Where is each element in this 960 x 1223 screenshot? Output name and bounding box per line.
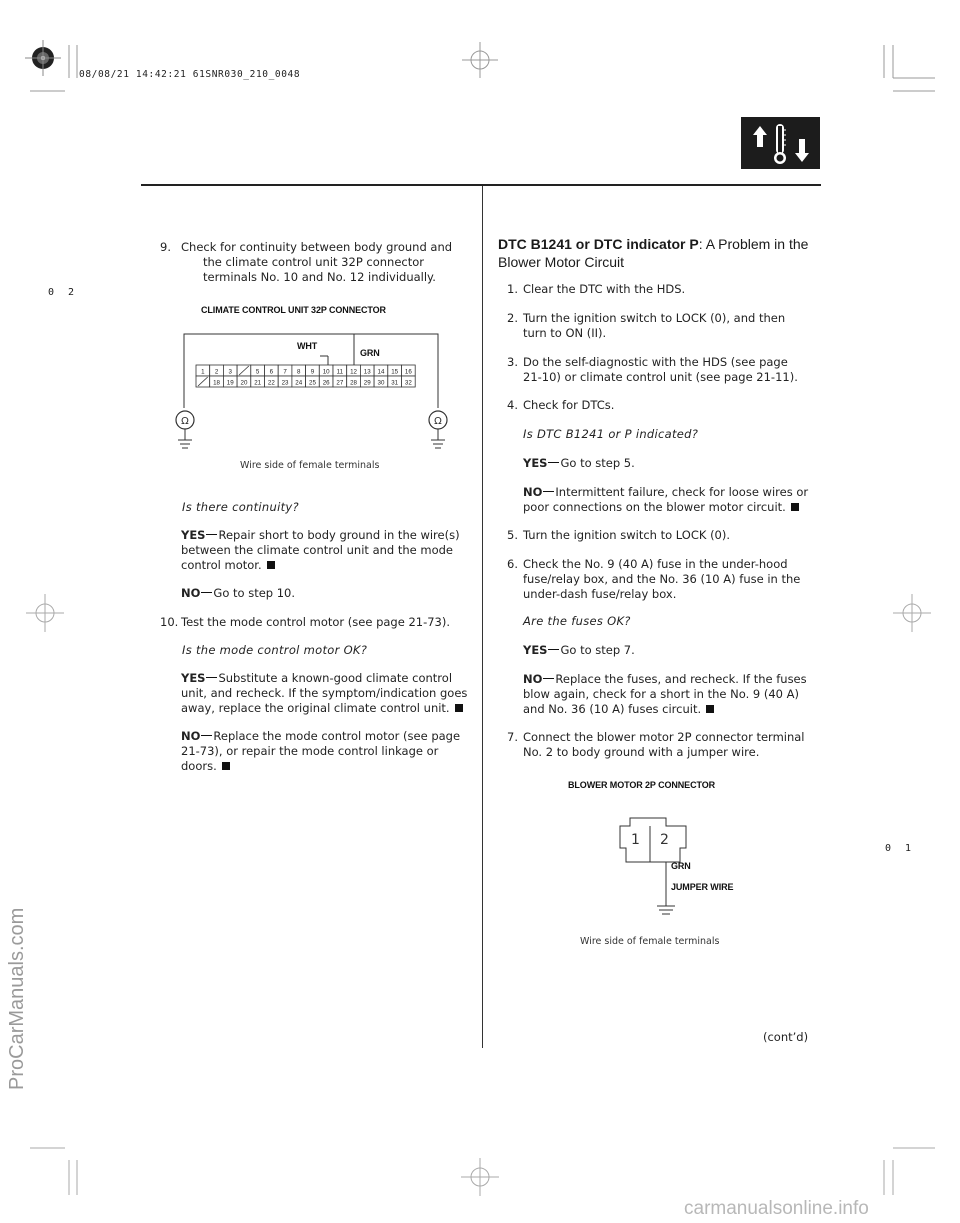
bottom-pin-label: 31: [391, 379, 399, 387]
step-text: Check for continuity between body ground and the climate control unit 32P connector terminals No. 10 and No. 12 individually.: [181, 240, 453, 284]
header-rule: [141, 184, 821, 186]
step-1: 1. Clear the DTC with the HDS.: [507, 282, 686, 296]
yes-label: YES: [181, 671, 206, 685]
climate-connector-title: CLIMATE CONTROL UNIT 32P CONNECTOR: [201, 305, 386, 315]
print-stamp: 08/08/21 14:42:21 61SNR030_210_0048: [79, 69, 301, 80]
bottom-pin-label: 21: [254, 379, 262, 387]
top-pin-label: 6: [269, 368, 274, 376]
yes-branch-1: [181, 528, 471, 573]
step-4: 4. Check for DTCs.: [507, 398, 615, 412]
bottom-pin-label: 30: [377, 379, 385, 387]
no-label: NO: [181, 729, 201, 743]
end-mark: [791, 503, 799, 511]
heading-bold: DTC B1241 or DTC indicator P: [498, 236, 699, 252]
top-pin-label: 9: [310, 368, 315, 376]
end-mark: [455, 704, 463, 712]
question-dtc: Is DTC B1241 or P indicated?: [523, 427, 699, 441]
hvac-temperature-icon: [741, 117, 820, 169]
no-branch-2: [181, 729, 461, 774]
margin-mark-left: 0 2: [48, 287, 79, 298]
yes-text: Substitute a known-good climate control unit, and recheck. If the symptom/indication goes away, replace the original climate control unit.: [181, 671, 468, 715]
top-pin-label: 13: [363, 368, 371, 376]
watermark-bottom: carmanualsonline.info: [684, 1198, 869, 1219]
continued-note: (cont’d): [763, 1030, 809, 1044]
bottom-pin-label: 19: [226, 379, 234, 387]
top-pin-label: 8: [297, 368, 301, 376]
end-mark: [222, 762, 230, 770]
no-branch-1: [181, 586, 471, 601]
top-pin-label: 15: [391, 368, 399, 376]
bottom-pin-label: 27: [336, 379, 344, 387]
bottom-pin-label: 18: [213, 379, 220, 387]
bottom-pin-label: 28: [350, 379, 357, 387]
step-7: 7. Connect the blower motor 2P connector terminal No. 2 to body ground with a jumper wire.: [507, 730, 805, 759]
svg-text:Ω: Ω: [434, 416, 442, 427]
section-heading: [498, 236, 818, 272]
pin-1-label: 1: [631, 832, 640, 848]
no-label: NO: [181, 586, 201, 600]
top-pin-label: 1: [201, 368, 205, 376]
no-branch-r2: NO Replace the fuses, and recheck. If the fuses blow again, check for a short in the No. 9 (40 A) and No. 36 (10 A) fuses circuit.: [523, 672, 807, 716]
bottom-pin-label: 32: [404, 379, 412, 387]
no-text: Replace the mode control motor (see page 21-73), or repair the mode control linkage or doors.: [181, 729, 461, 773]
bottom-pin-label: 23: [281, 379, 289, 387]
top-pin-label: 7: [283, 368, 287, 376]
step-number: 9.: [160, 240, 171, 254]
yes-text: Repair short to body ground in the wire(s) between the climate control unit and the mode control motor.: [181, 528, 460, 572]
wire-color-grn: GRN: [360, 348, 380, 358]
top-pin-label: 3: [228, 368, 232, 376]
no-branch-r1: NO Intermittent failure, check for loose wires or poor connections on the blower motor circuit.: [523, 485, 809, 514]
question-continuity: Is there continuity?: [182, 500, 299, 514]
top-pin-label: 10: [322, 368, 330, 376]
yes-branch-r1: YES Go to step 5.: [523, 456, 635, 470]
watermark-side: ProCarManuals.com: [6, 907, 28, 1090]
step-10: [160, 615, 470, 630]
top-pin-label: 11: [336, 368, 344, 376]
top-pin-label: 14: [377, 368, 385, 376]
bottom-pin-label: 22: [267, 379, 275, 387]
svg-text:Ω: Ω: [181, 416, 189, 427]
question-fuses: Are the fuses OK?: [523, 614, 631, 628]
step-text: Test the mode control motor (see page 21-73).: [181, 615, 451, 629]
climate-connector-caption: Wire side of female terminals: [240, 460, 380, 471]
bottom-pin-label: 20: [240, 379, 248, 387]
wire-color-grn-2p: GRN: [671, 861, 691, 871]
blower-connector-title: BLOWER MOTOR 2P CONNECTOR: [568, 780, 716, 790]
blower-connector-caption: Wire side of female terminals: [580, 936, 720, 947]
no-text: Go to step 10.: [213, 586, 296, 600]
wire-color-wht: WHT: [297, 341, 318, 351]
step-9: [160, 240, 470, 285]
yes-branch-r2: YES Go to step 7.: [523, 643, 635, 657]
top-pin-label: 16: [404, 368, 412, 376]
jumper-wire-label: JUMPER WIRE: [671, 882, 734, 892]
margin-mark-right: 0 1: [885, 843, 916, 854]
bottom-pin-label: 24: [295, 379, 303, 387]
question-mode-motor: Is the mode control motor OK?: [182, 643, 368, 657]
end-mark: [267, 561, 275, 569]
top-pin-label: 12: [350, 368, 357, 376]
pin-2-label: 2: [660, 832, 669, 848]
yes-branch-2: [181, 671, 471, 716]
step-3: 3. Do the self-diagnostic with the HDS (see page 21-10) or climate control unit (see page 21-11).: [507, 355, 798, 384]
yes-label: YES: [181, 528, 206, 542]
step-6: 6. Check the No. 9 (40 A) fuse in the under-hood fuse/relay box, and the No. 36 (10 A) fuse in the under-dash fuse/relay box.: [507, 557, 801, 601]
bottom-pin-label: 26: [322, 379, 330, 387]
top-pin-label: 2: [214, 368, 219, 376]
step-2: 2. Turn the ignition switch to LOCK (0), and then turn to ON (II).: [507, 311, 786, 340]
blower-connector-diagram: [600, 812, 720, 924]
step-5: 5. Turn the ignition switch to LOCK (0).: [507, 528, 731, 542]
column-divider: [482, 186, 483, 1048]
bottom-pin-label: 25: [309, 379, 316, 387]
step-number: 10.: [160, 615, 179, 629]
end-mark: [706, 705, 714, 713]
top-pin-label: 5: [255, 368, 260, 376]
bottom-pin-label: 29: [363, 379, 371, 387]
heading-rest: : A Problem in the Blower Motor Circuit: [498, 236, 809, 270]
